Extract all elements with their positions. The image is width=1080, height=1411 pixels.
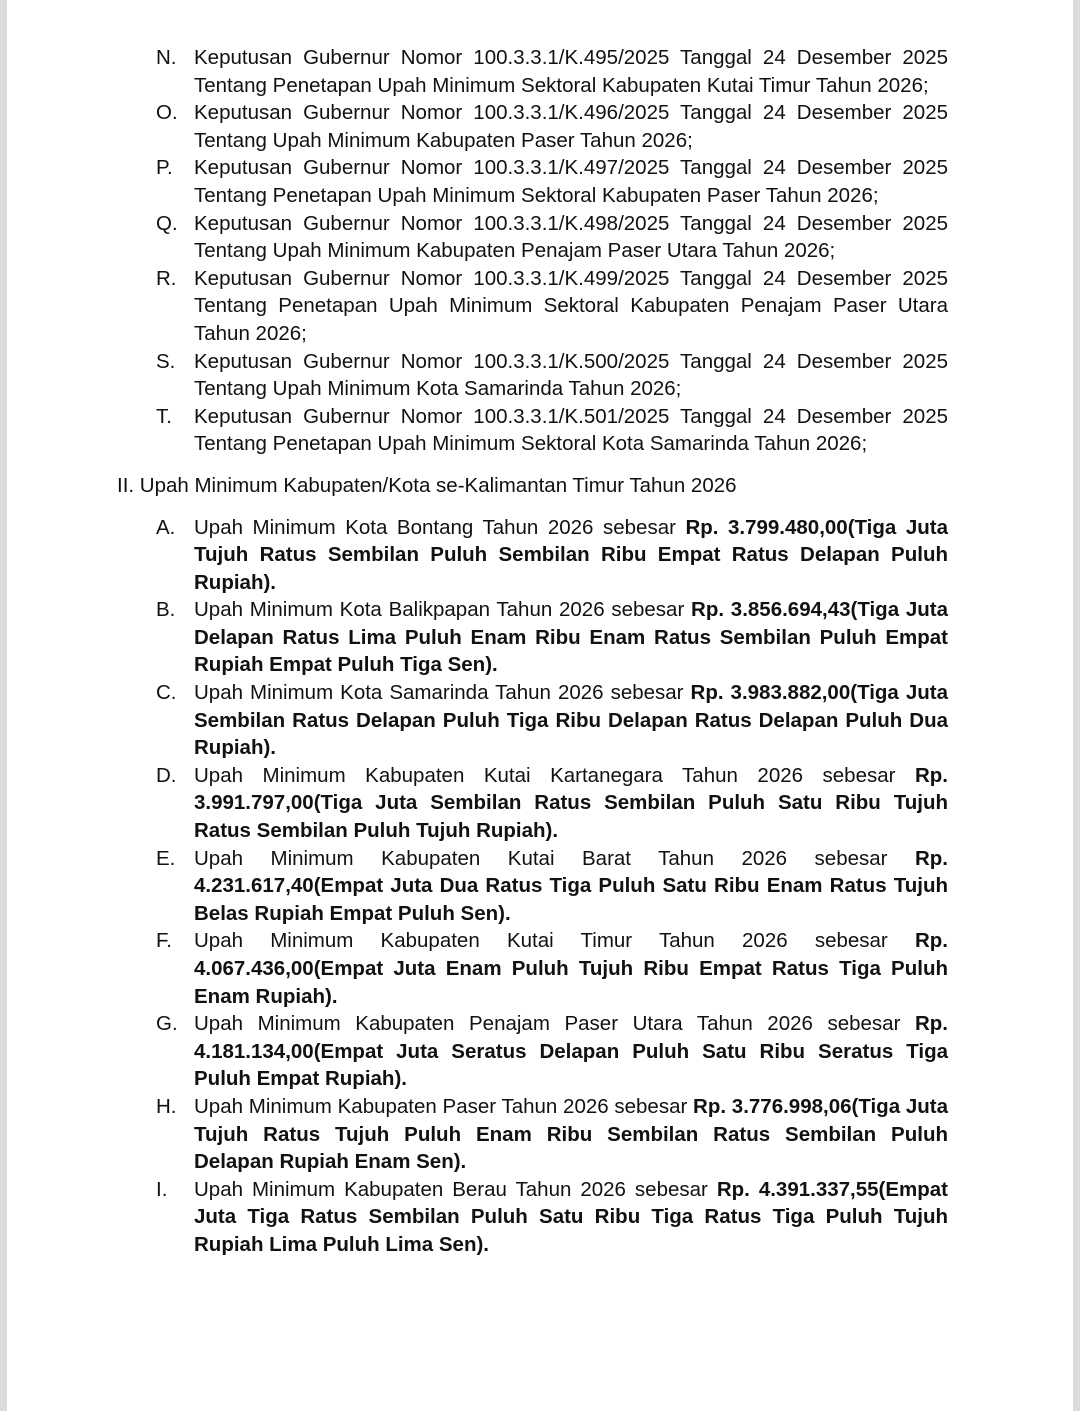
decision-item-q bbox=[7, 210, 948, 265]
item-text: Keputusan Gubernur Nomor 100.3.3.1/K.496/2025 Tanggal 24 Desember 2025 Tentang Upah Minimum Kabupaten Paser Tahun 2026; bbox=[194, 101, 948, 152]
item-text: Keputusan Gubernur Nomor 100.3.3.1/K.495/2025 Tanggal 24 Desember 2025 Tentang Penetapan Upah Minimum Sektoral Kabupaten Kutai Timur Tahun 2026; bbox=[194, 46, 948, 97]
wage-amount: Rp. 4.391.337,55(Empat Juta Tiga Ratus Sembilan Puluh Satu Ribu Tiga Ratus Tiga Puluh Tujuh Rupiah Lima Puluh Lima Sen). bbox=[194, 1177, 948, 1256]
decision-item-s bbox=[7, 348, 948, 403]
decision-item-o bbox=[7, 99, 948, 154]
wage-item-i bbox=[7, 1176, 948, 1259]
wage-item-e bbox=[7, 845, 948, 928]
list-marker: A. bbox=[156, 515, 176, 539]
item-text: Upah Minimum Kota Balikpapan Tahun 2026 sebesar bbox=[194, 598, 692, 622]
wage-amount: Rp. 3.983.882,00(Tiga Juta Sembilan Ratus Delapan Puluh Tiga Ribu Delapan Ratus Delapan Puluh Dua Rupiah). bbox=[194, 681, 948, 760]
item-text: Upah Minimum Kabupaten Berau Tahun 2026 sebesar bbox=[194, 1177, 717, 1201]
item-text: Keputusan Gubernur Nomor 100.3.3.1/K.497/2025 Tanggal 24 Desember 2025 Tentang Penetapan Upah Minimum Sektoral Kabupaten Paser Tahun 2026; bbox=[194, 156, 948, 207]
list-marker: H. bbox=[156, 1094, 177, 1118]
wage-item-d bbox=[7, 762, 948, 845]
wage-amount: Rp. 3.776.998,06(Tiga Juta Tujuh Ratus Tujuh Puluh Enam Ribu Sembilan Ratus Sembilan Puluh Delapan Rupiah Enam Sen). bbox=[194, 1094, 948, 1174]
item-text: Upah Minimum Kota Samarinda Tahun 2026 sebesar bbox=[194, 681, 691, 705]
wage-amount: Rp. 3.856.694,43(Tiga Juta Delapan Ratus Lima Puluh Enam Ribu Enam Ratus Sembilan Puluh Empat Rupiah Empat Puluh Tiga Sen). bbox=[194, 598, 948, 677]
wage-amount: Rp. 3.991.797,00(Tiga Juta Sembilan Ratus Sembilan Puluh Satu Ribu Tujuh Ratus Sembilan Puluh Tujuh Rupiah). bbox=[194, 763, 948, 843]
wage-item-h bbox=[7, 1093, 948, 1176]
list-marker: Q. bbox=[156, 211, 178, 235]
list-marker: P. bbox=[156, 156, 173, 180]
item-text: Keputusan Gubernur Nomor 100.3.3.1/K.498/2025 Tanggal 24 Desember 2025 Tentang Upah Minimum Kabupaten Penajam Paser Utara Tahun 2026; bbox=[194, 211, 948, 263]
document-content bbox=[7, 44, 1073, 1259]
list-marker: G. bbox=[156, 1012, 178, 1036]
decision-item-n bbox=[7, 44, 948, 99]
wage-amount: Rp. 4.231.617,40(Empat Juta Dua Ratus Tiga Puluh Satu Ribu Enam Ratus Tujuh Belas Rupiah Empat Puluh Sen). bbox=[194, 846, 948, 925]
item-text: Keputusan Gubernur Nomor 100.3.3.1/K.501/2025 Tanggal 24 Desember 2025 Tentang Penetapan Upah Minimum Sektoral Kota Samarinda Tahun 2026; bbox=[194, 404, 948, 456]
wage-amount: Rp. 3.799.480,00(Tiga Juta Tujuh Ratus Sembilan Puluh Sembilan Ribu Empat Ratus Delapan Puluh Rupiah). bbox=[194, 515, 948, 594]
decision-item-r bbox=[7, 265, 948, 348]
list-marker: B. bbox=[156, 598, 176, 622]
item-text: Keputusan Gubernur Nomor 100.3.3.1/K.500/2025 Tanggal 24 Desember 2025 Tentang Upah Minimum Kota Samarinda Tahun 2026; bbox=[194, 349, 948, 401]
list-marker: C. bbox=[156, 681, 177, 705]
list-marker: I. bbox=[156, 1177, 168, 1201]
wage-item-c bbox=[7, 679, 948, 762]
list-marker: T. bbox=[156, 404, 172, 428]
list-marker: D. bbox=[156, 763, 177, 787]
list-marker: O. bbox=[156, 101, 178, 125]
list-marker: N. bbox=[156, 46, 177, 69]
item-text: Upah Minimum Kabupaten Kutai Kartanegara Tahun 2026 sebesar bbox=[194, 763, 915, 787]
item-text: Keputusan Gubernur Nomor 100.3.3.1/K.499/2025 Tanggal 24 Desember 2025 Tentang Penetapan Upah Minimum Sektoral Kabupaten Penajam Paser Utara Tahun 2026; bbox=[194, 266, 948, 345]
item-text: Upah Minimum Kabupaten Kutai Timur Tahun 2026 sebesar bbox=[194, 929, 915, 953]
decision-item-p bbox=[7, 154, 948, 209]
item-text: Upah Minimum Kota Bontang Tahun 2026 sebesar bbox=[194, 515, 686, 539]
decision-item-t bbox=[7, 403, 948, 458]
wage-item-f bbox=[7, 927, 948, 1010]
wage-item-g bbox=[7, 1010, 948, 1093]
list-marker: F. bbox=[156, 929, 172, 953]
list-marker: R. bbox=[156, 266, 177, 290]
wage-item-b bbox=[7, 596, 948, 679]
wage-amount: Rp. 4.181.134,00(Empat Juta Seratus Delapan Puluh Satu Ribu Seratus Tiga Puluh Empat Rupiah). bbox=[194, 1012, 948, 1091]
wage-item-a bbox=[7, 514, 948, 597]
item-text: Upah Minimum Kabupaten Penajam Paser Utara Tahun 2026 sebesar bbox=[194, 1012, 915, 1036]
document-page bbox=[7, 0, 1073, 1411]
list-marker: E. bbox=[156, 846, 176, 870]
list-marker: S. bbox=[156, 349, 176, 373]
item-text: Upah Minimum Kabupaten Kutai Barat Tahun 2026 sebesar bbox=[194, 846, 915, 870]
item-text: Upah Minimum Kabupaten Paser Tahun 2026 sebesar bbox=[194, 1094, 694, 1118]
wage-amount: Rp. 4.067.436,00(Empat Juta Enam Puluh Tujuh Ribu Empat Ratus Tiga Puluh Enam Rupiah). bbox=[194, 929, 948, 1008]
section-heading: II. Upah Minimum Kabupaten/Kota se-Kalimantan Timur Tahun 2026 bbox=[117, 473, 737, 497]
